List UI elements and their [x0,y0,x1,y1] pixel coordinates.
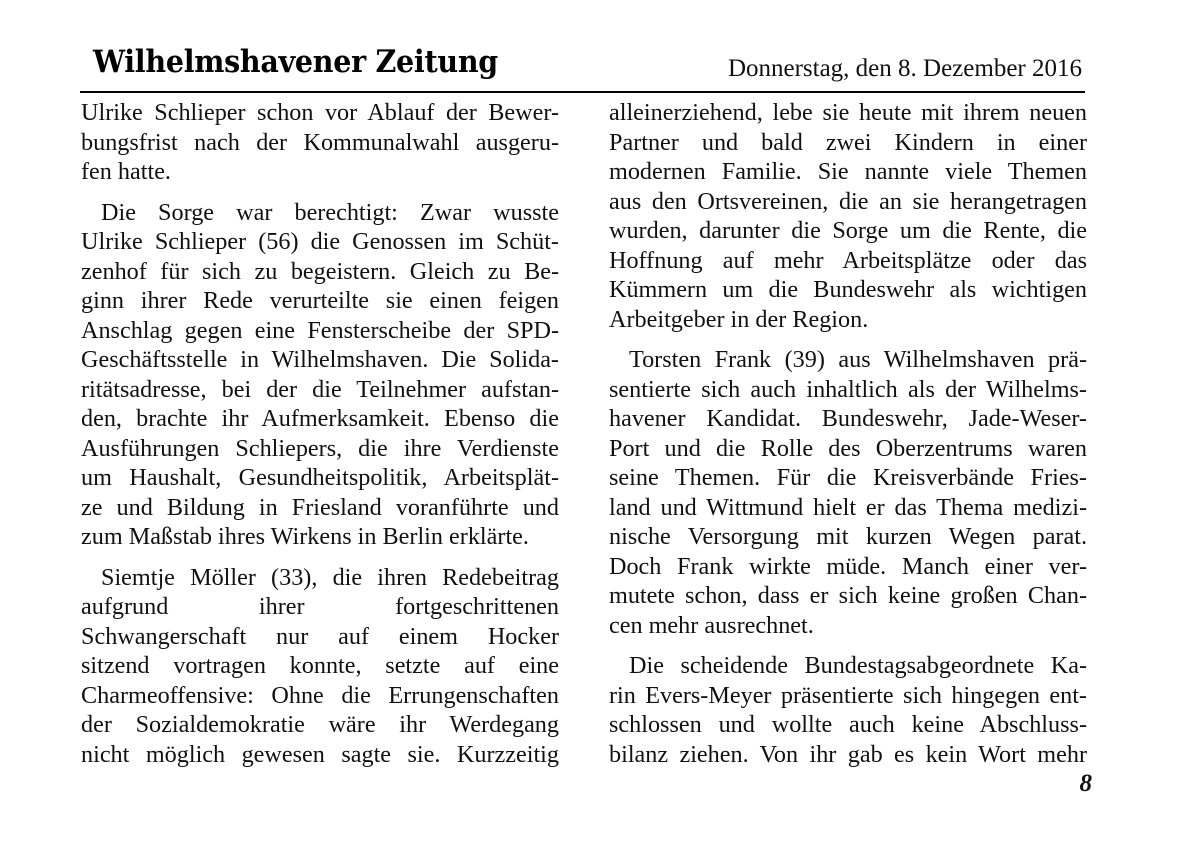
text-line: ginn ihrer Rede verurteilte sie einen feigen [81,287,559,314]
article-paragraph [81,198,559,552]
text-line: den, brachte ihr Aufmerksamkeit. Ebenso die [81,405,559,432]
text-line: nische Versorgung mit kurzen Wegen parat. [609,523,1087,550]
article-paragraph [81,563,559,770]
text-line: nicht möglich gewesen sagte sie. Kurzzeitig [81,740,559,768]
text-line: aufgrund ihrer fortgeschrittenen [81,593,559,620]
text-line: Partner und bald zwei Kindern in einer [609,128,1087,156]
article-paragraph [81,98,559,187]
text-line: cen mehr ausrechnet. [609,611,814,639]
text-line: Siemtje Möller (33), die ihren Redebeitrag [101,563,559,591]
text-line: seine Themen. Für die Kreisverbände Fries- [609,464,1087,491]
text-line: Hoffnung auf mehr Arbeitsplätze oder das [609,246,1087,274]
text-line: Ausführungen Schliepers, die ihre Verdienste [81,434,559,462]
text-line: Geschäftsstelle in Wilhelmshaven. Die Solida- [81,346,559,373]
text-line: Anschlag gegen eine Fensterscheibe der SPD- [81,316,559,344]
right-column [609,98,1087,780]
issue-date: Donnerstag, den 8. Dezember 2016 [727,55,1082,82]
text-line: Die scheidende Bundestagsabgeordnete Ka- [629,652,1087,679]
text-line: Ulrike Schlieper (56) die Genossen im Schüt- [81,228,559,255]
text-line: mutete schon, dass er sich keine großen Chan- [609,582,1087,609]
text-line: Kümmern um die Bundeswehr als wichtigen [609,276,1087,303]
text-line: Doch Frank wirkte müde. Manch einer ver- [609,552,1087,580]
text-line: Port und die Rolle des Oberzentrums waren [609,434,1087,462]
text-line: bilanz ziehen. Von ihr gab es kein Wort mehr [609,740,1087,768]
text-line: ritätsadresse, bei der die Teilnehmer aufstan- [81,375,559,403]
text-line: der Sozialdemokratie wäre ihr Werdegang [81,711,559,738]
text-line: Torsten Frank (39) aus Wilhelmshaven prä- [629,346,1087,373]
text-line: sentierte sich auch inhaltlich als der Wilhelms- [609,375,1087,403]
text-line: rin Evers-Meyer präsentierte sich hingegen ent- [609,681,1087,709]
text-line: wurden, darunter die Sorge um die Rente, die [609,217,1087,244]
text-line: Die Sorge war berechtigt: Zwar wusste [101,198,559,226]
text-line: Arbeitgeber in der Region. [609,305,869,333]
text-line: havener Kandidat. Bundeswehr, Jade-Weser- [609,405,1087,432]
text-line: modernen Familie. Sie nannte viele Themen [609,158,1087,185]
text-line: um Haushalt, Gesundheitspolitik, Arbeitsplät- [81,464,559,491]
page-number: 8 [1079,770,1092,797]
text-line: fen hatte. [81,158,171,185]
article-paragraph [609,345,1087,640]
text-line: alleinerziehend, lebe sie heute mit ihrem neuen [609,99,1087,126]
text-line: Schwangerschaft nur auf einem Hocker [81,622,559,650]
text-line: aus den Ortsvereinen, die an sie herangetragen [609,187,1087,215]
header-rule [80,91,1085,93]
text-line: land und Wittmund hielt er das Thema medizi- [609,493,1087,521]
left-column [81,98,559,780]
masthead-logo: Wilhelmshavener Zeitung [93,44,498,80]
text-line: zum Maßstab ihres Wirkens in Berlin erklärte. [81,523,529,550]
text-line: schlossen und wollte auch keine Abschluss- [609,711,1087,738]
text-line: Charmeoffensive: Ohne die Errungenschaften [81,681,559,709]
text-line: zenhof für sich zu begeistern. Gleich zu Be- [81,257,559,285]
text-line: sitzend vortragen konnte, setzte auf eine [81,652,559,679]
article-paragraph [609,98,1087,334]
text-line: ze und Bildung in Friesland voranführte und [81,493,559,521]
text-line: bungsfrist nach der Kommunalwahl ausgeru- [81,128,559,156]
text-line: Ulrike Schlieper schon vor Ablauf der Bewer- [81,99,559,126]
article-paragraph [609,651,1087,769]
